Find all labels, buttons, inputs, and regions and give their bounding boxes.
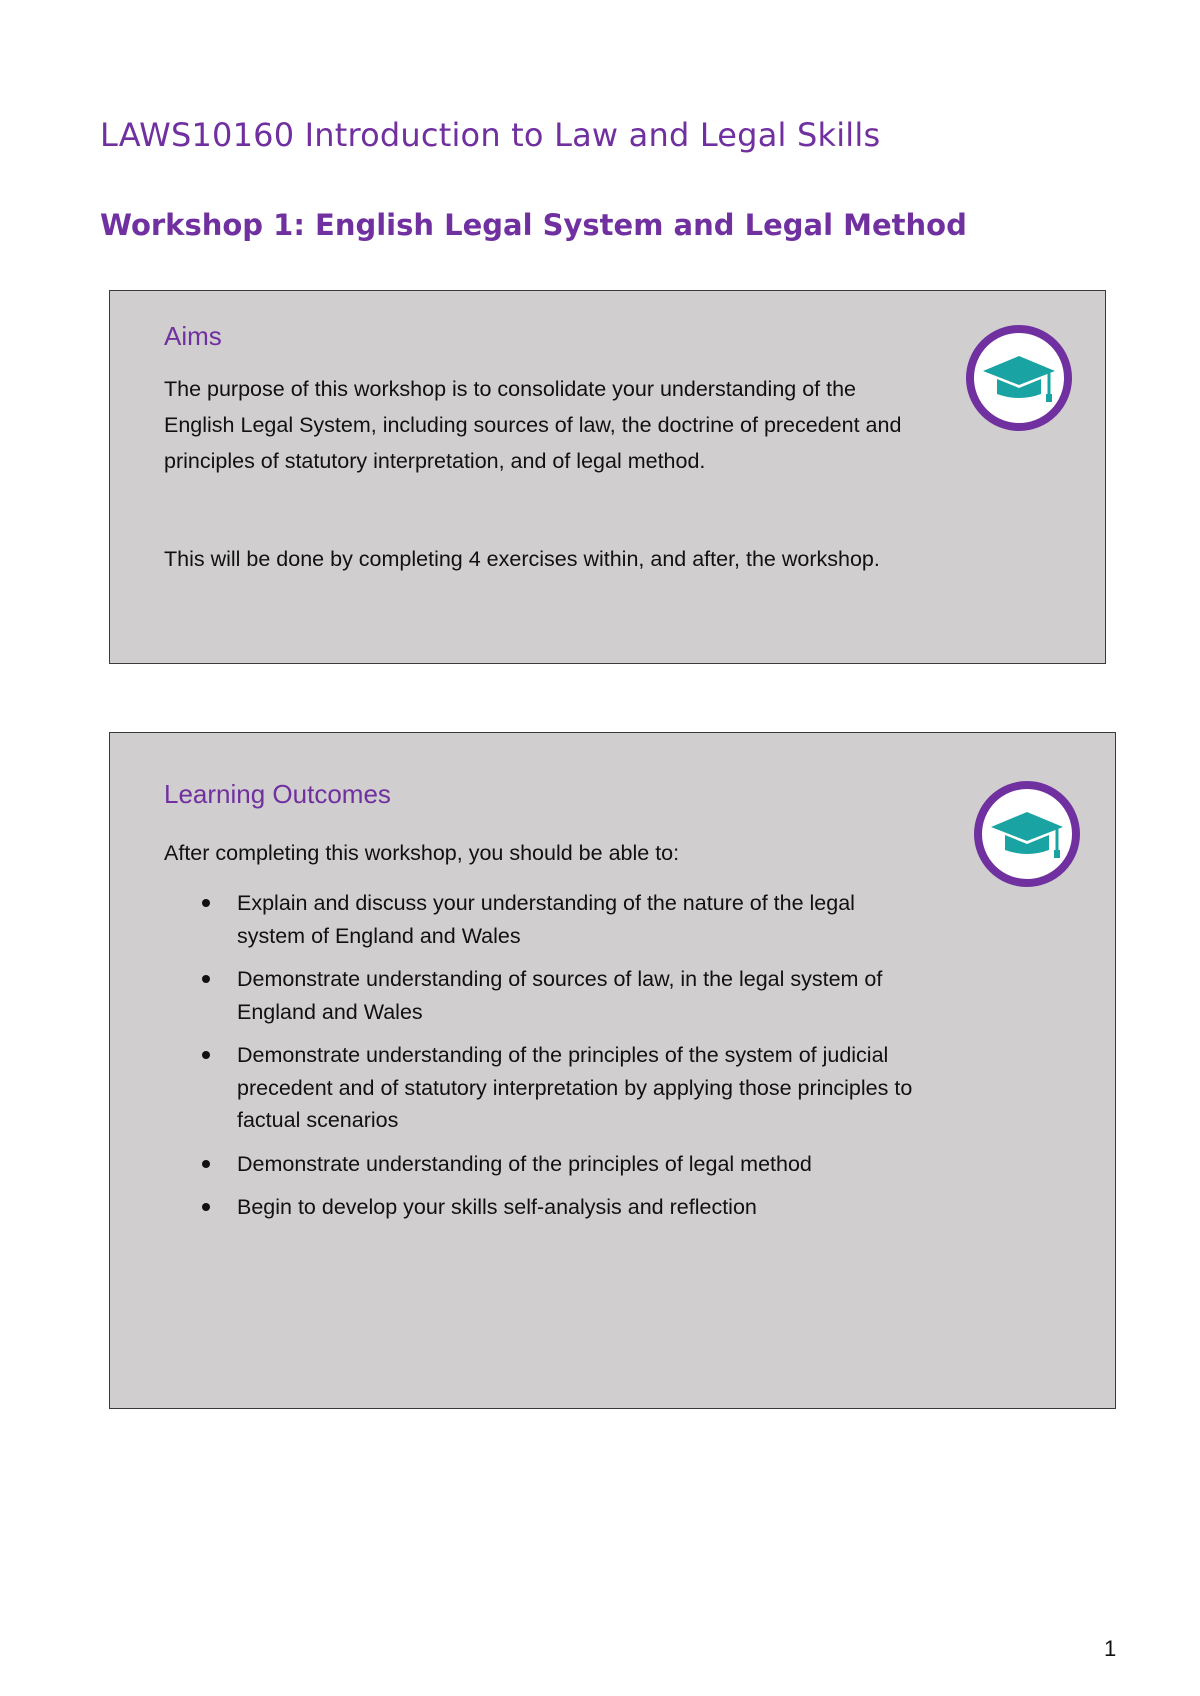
list-item-text: Demonstrate understanding of the principles of the system of judicial precedent and of statutory interpretation by applying those principles to factual scenarios xyxy=(237,1043,913,1132)
bullet-icon xyxy=(202,1203,210,1211)
learning-outcomes-intro: After completing this workshop, you should be able to: xyxy=(164,841,680,865)
list-item xyxy=(164,963,924,1028)
bullet-icon xyxy=(202,899,210,907)
workshop-title: Workshop 1: English Legal System and Legal Method xyxy=(100,208,967,242)
learning-outcomes-heading: Learning Outcomes xyxy=(164,779,391,809)
bullet-icon xyxy=(202,975,210,983)
bullet-icon xyxy=(202,1160,210,1168)
learning-outcomes-box xyxy=(109,732,1116,1409)
list-item-text: Begin to develop your skills self-analysis and reflection xyxy=(237,1195,757,1219)
document-title: LAWS10160 Introduction to Law and Legal Skills xyxy=(100,116,881,154)
list-item-text: Demonstrate understanding of sources of law, in the legal system of England and Wales xyxy=(237,967,883,1024)
aims-paragraph: The purpose of this workshop is to consolidate your understanding of the English Legal System, including sources of law, the doctrine of precedent and principles of statutory interpretation, and of legal method. xyxy=(164,377,902,473)
list-item xyxy=(164,887,924,952)
aims-heading: Aims xyxy=(164,321,222,351)
learning-outcomes-list xyxy=(164,887,924,1235)
aims-box xyxy=(109,290,1106,664)
list-item xyxy=(164,1191,924,1224)
page-number: 1 xyxy=(1104,1636,1117,1661)
graduation-cap-icon xyxy=(963,322,1075,434)
list-item-text: Demonstrate understanding of the principles of legal method xyxy=(237,1151,812,1176)
list-item xyxy=(164,1148,924,1181)
list-item xyxy=(164,1039,924,1137)
graduation-cap-icon xyxy=(971,778,1083,890)
aims-paragraph: This will be done by completing 4 exercises within, and after, the workshop. xyxy=(164,547,880,571)
bullet-icon xyxy=(202,1051,210,1059)
list-item-text: Explain and discuss your understanding of the nature of the legal system of England and Wales xyxy=(237,891,855,948)
